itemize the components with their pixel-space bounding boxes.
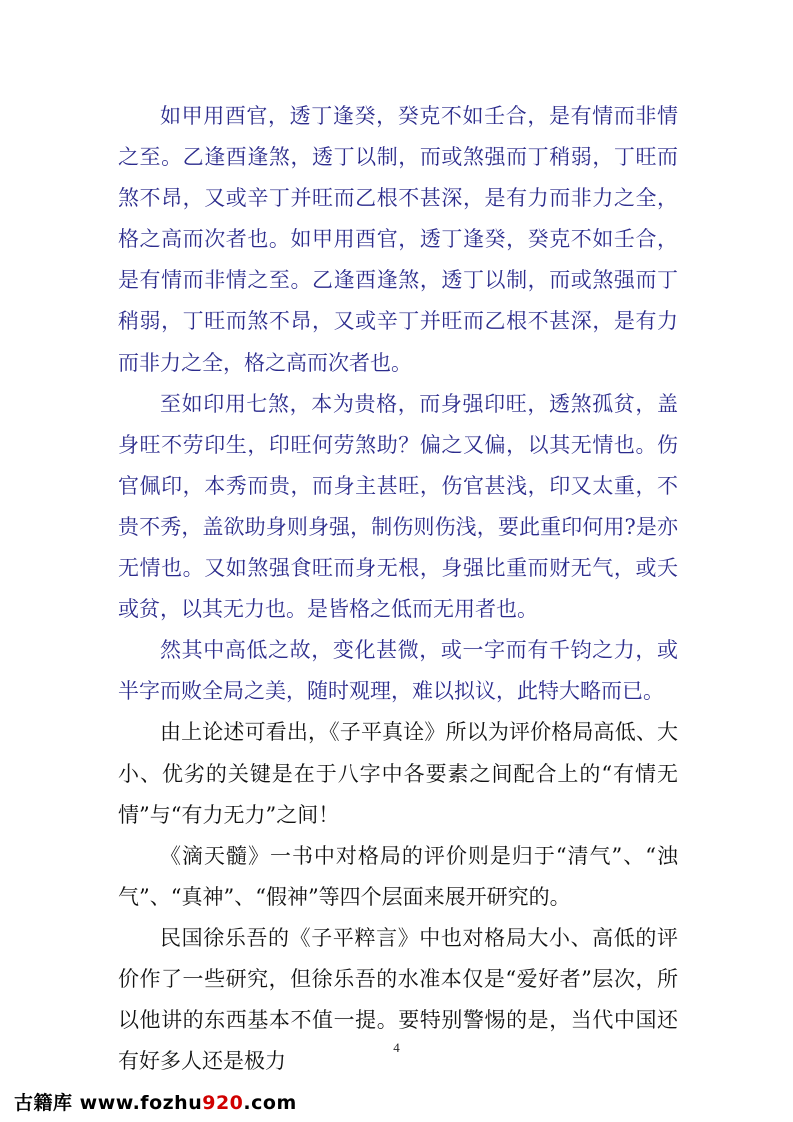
footer-site-name: 古籍库: [14, 1092, 73, 1114]
paragraph: 《滴天髓》一书中对格局的评价则是归于“清气”、“浊气”、“真神”、“假神”等四个层面来展开研究的。: [118, 843, 678, 909]
page-number: 4: [393, 1040, 400, 1055]
footer-url-suffix: .com: [243, 1092, 297, 1114]
paragraph: 由上论述可看出，《子平真诠》所以为评价格局高低、大小、优劣的关键是在于八字中各要素之间配合上的“有情无情”与“有力无力”之间！: [118, 720, 678, 827]
paragraph: 民国徐乐吾的《子平粹言》中也对格局大小、高低的评价作了一些研究，但徐乐吾的水准本仅是“爱好者”层次，所以他讲的东西基本不值一提。要特别警惕的是，当代中国还有好多人还是极力: [118, 925, 678, 1074]
paragraph: 如甲用酉官，透丁逢癸，癸克不如壬合，是有情而非情之至。乙逢酉逢煞，透丁以制，而或煞强而丁稍弱，丁旺而煞不昂，又或辛丁并旺而乙根不甚深，是有力而非力之全，格之高而次者也。如甲用酉官，透丁逢癸，癸克不如壬合，是有情而非情之至。乙逢酉逢煞，透丁以制，而或煞强而丁稍弱，丁旺而煞不昂，又或辛丁并旺而乙根不甚深，是有力而非力之全，格之高而次者也。: [118, 104, 678, 375]
paragraph: 然其中高低之故，变化甚微，或一字而有千钧之力，或半字而败全局之美，随时观理，难以拟议，此特大略而已。: [118, 638, 678, 704]
footer-url-prefix: www.fozhu: [79, 1092, 203, 1114]
footer-url-number: 920: [202, 1092, 244, 1114]
paragraph: 至如印用七煞，本为贵格，而身强印旺，透煞孤贫，盖身旺不劳印生，印旺何劳煞助？偏之又偏，以其无情也。伤官佩印，本秀而贵，而身主甚旺，伤官甚浅，印又太重，不贵不秀，盖欲助身则身强，制伤则伤浅，要此重印何用?是亦无情也。又如煞强食旺而身无根，身强比重而财无气，或夭或贫，以其无力也。是皆格之低而无用者也。: [118, 391, 678, 622]
footer-url: [80, 1092, 297, 1114]
body-text: [118, 96, 678, 1082]
footer-watermark: [14, 1088, 297, 1115]
